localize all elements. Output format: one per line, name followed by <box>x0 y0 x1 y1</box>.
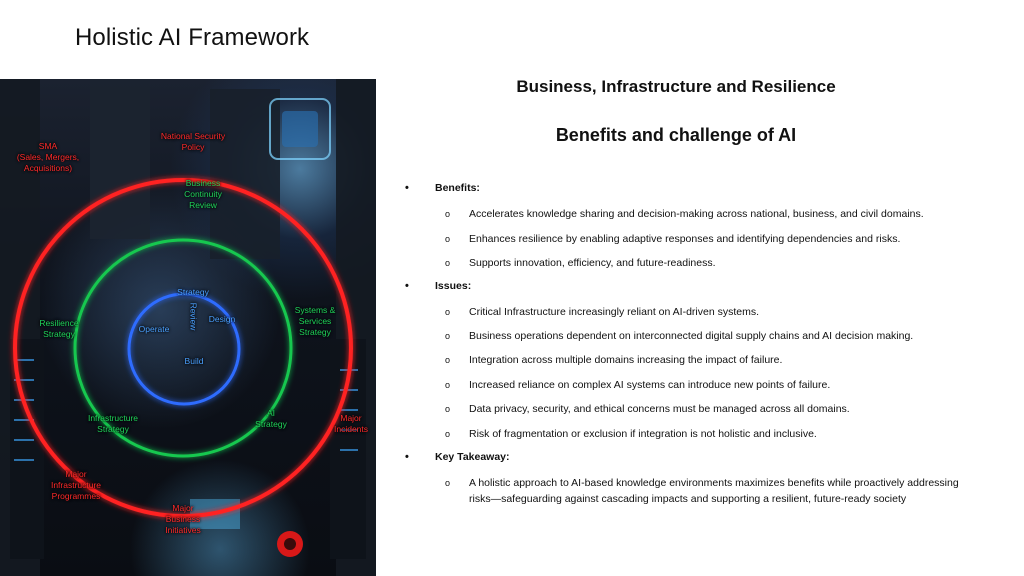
label-sma: SMA (Sales, Mergers, Acquisitions) <box>16 141 80 173</box>
list-item-text: Increased reliance on complex AI systems can introduce new points of failure. <box>469 379 831 391</box>
label-major-infrastructure: Major Infrastructure Programmes <box>50 469 102 501</box>
label-ai: AI Strategy <box>255 408 287 429</box>
list-item-text: Business operations dependent on interconnected digital supply chains and AI decision making. <box>469 330 914 342</box>
label-major-incidents: Major Incidents <box>333 413 369 434</box>
bullet-label: Issues: <box>435 280 472 292</box>
section-heading: Business, Infrastructure and Resilience <box>516 77 836 96</box>
outer-ring <box>15 180 351 516</box>
label-systems-services: Systems & Services Strategy <box>294 305 336 337</box>
list-item-text: Supports innovation, efficiency, and future-readiness. <box>469 257 716 269</box>
label-business-continuity: Business Continuity Review <box>184 178 222 210</box>
sub-bullet: o <box>445 380 451 390</box>
label-national-security: National Security Policy <box>160 131 226 152</box>
label-review: Review <box>188 302 199 331</box>
list-item-text: Critical Infrastructure increasingly reliant on AI-driven systems. <box>469 306 760 318</box>
label-resilience: Resilience Strategy <box>39 318 79 339</box>
sub-bullet: o <box>445 331 451 341</box>
slide-title: Holistic AI Framework <box>75 24 310 51</box>
sub-bullet: o <box>445 234 451 244</box>
inner-ring <box>129 294 239 404</box>
bullet-dot: • <box>405 182 409 194</box>
sub-bullet: o <box>445 209 451 219</box>
label-build: Build <box>184 356 204 366</box>
label-strategy: Strategy <box>177 287 209 297</box>
bullet-dot: • <box>405 280 409 292</box>
label-operate: Operate <box>138 324 170 334</box>
label-major-business: Major Business Initiatives <box>165 503 201 535</box>
list-item-text: Enhances resilience by enabling adaptive responses and identifying dependencies and risks. <box>469 233 901 245</box>
bullet-label: Benefits: <box>435 182 480 194</box>
bullet-label: Key Takeaway: <box>435 451 510 463</box>
bullet-dot: • <box>405 451 409 463</box>
sub-bullet: o <box>445 355 451 365</box>
framework-illustration <box>0 79 376 576</box>
section-subheading: Benefits and challenge of AI <box>555 125 797 145</box>
sub-bullet: o <box>445 258 451 268</box>
list-item-text: A holistic approach to AI-based knowledge environments maximizes benefits while proactively addressing risks—safeguarding against cascading impacts and supporting a resilient, future-ready society <box>469 477 959 505</box>
sub-bullet: o <box>445 307 451 317</box>
sub-bullet: o <box>445 429 451 439</box>
list-item-text: Integration across multiple domains increasing the impact of failure. <box>469 354 783 366</box>
sub-bullet: o <box>445 404 451 414</box>
label-design: Design <box>208 314 236 324</box>
list-item-text: Data privacy, security, and ethical concerns must be managed across all domains. <box>469 403 850 415</box>
list-item-text: Accelerates knowledge sharing and decision-making across national, business, and civil domains. <box>469 208 924 220</box>
red-logo-icon <box>277 531 303 557</box>
list-item-text: Risk of fragmentation or exclusion if integration is not holistic and inclusive. <box>469 428 817 440</box>
sub-bullet: o <box>445 478 451 488</box>
label-infrastructure: Infrastructure Strategy <box>87 413 139 434</box>
